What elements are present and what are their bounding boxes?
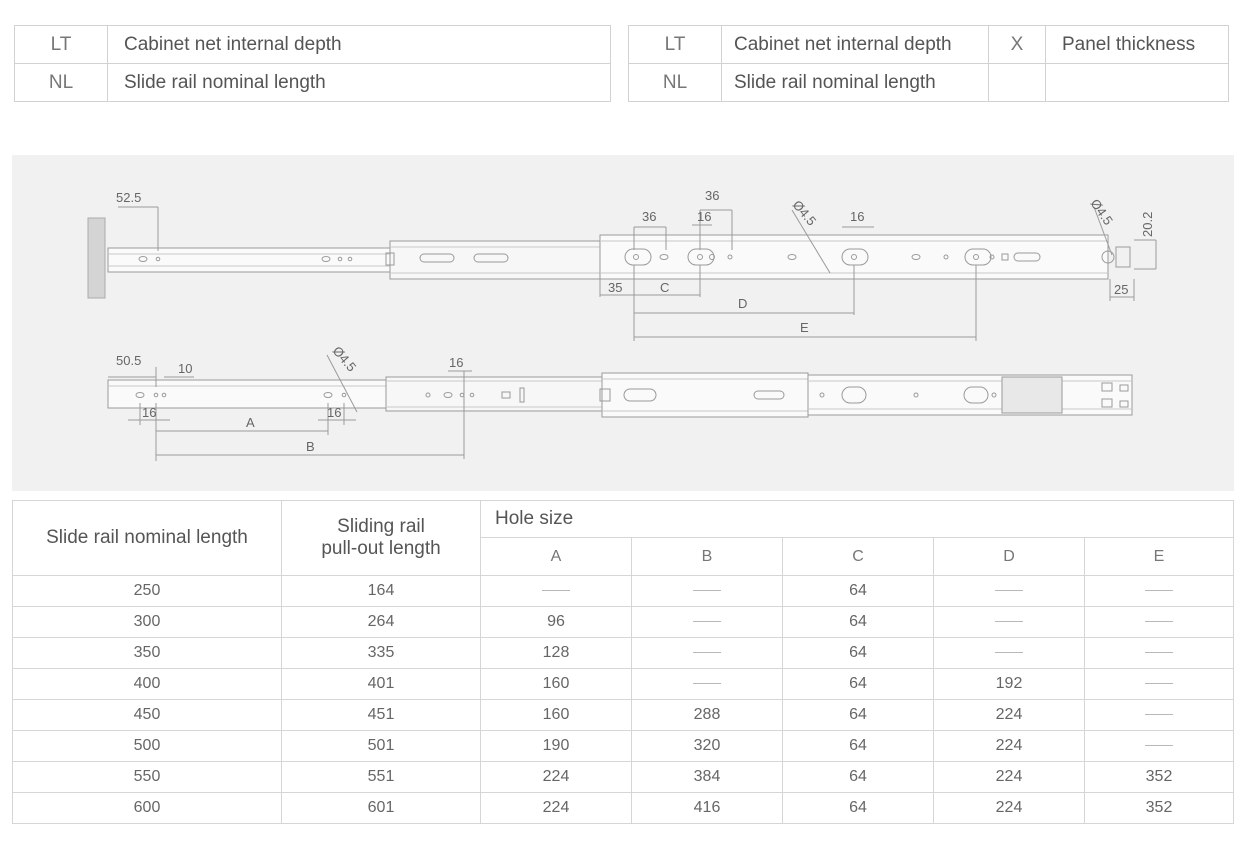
- dim-label: 16: [327, 405, 342, 420]
- table-cell: 451: [282, 700, 481, 731]
- legend-code: LT: [15, 26, 108, 64]
- col-pullout-line2: pull-out length: [321, 538, 441, 559]
- legend-row: [629, 26, 1229, 64]
- empty-value-dash: [693, 621, 721, 622]
- table-cell: 264: [282, 607, 481, 638]
- table-cell: 551: [282, 762, 481, 793]
- dim-label: 16: [850, 209, 865, 224]
- table-cell: [1085, 669, 1234, 700]
- table-row: [13, 607, 1234, 638]
- table-cell: [632, 607, 783, 638]
- table-cell: [1085, 607, 1234, 638]
- table-row: [13, 669, 1234, 700]
- legend-table-left: [14, 25, 611, 102]
- legend-code: NL: [629, 64, 722, 102]
- dim-label: 16: [142, 405, 157, 420]
- empty-value-dash: [1145, 652, 1173, 653]
- legend-label: Cabinet net internal depth: [108, 26, 611, 64]
- table-cell: 224: [481, 762, 632, 793]
- table-cell: 160: [481, 700, 632, 731]
- dim-label: 52.5: [116, 190, 142, 205]
- table-cell: 64: [783, 700, 934, 731]
- legend-code: NL: [15, 64, 108, 102]
- legend-label: Cabinet net internal depth: [722, 26, 989, 64]
- empty-value-dash: [995, 652, 1023, 653]
- col-hole-a: A: [481, 538, 632, 576]
- col-pullout-line1: Sliding rail: [337, 516, 425, 537]
- table-cell: [934, 607, 1085, 638]
- table-cell: [1085, 638, 1234, 669]
- col-hole-b: B: [632, 538, 783, 576]
- table-cell: 601: [282, 793, 481, 824]
- table-cell: 450: [13, 700, 282, 731]
- rail-diagram-svg: [12, 155, 1234, 491]
- empty-value-dash: [995, 621, 1023, 622]
- col-pullout-length: [282, 501, 481, 576]
- table-cell: [934, 576, 1085, 607]
- empty-value-dash: [1145, 745, 1173, 746]
- table-cell: [632, 576, 783, 607]
- table-cell: 352: [1085, 793, 1234, 824]
- table-cell: 64: [783, 607, 934, 638]
- table-cell: 192: [934, 669, 1085, 700]
- dim-label: 50.5: [116, 353, 142, 368]
- table-row: [13, 638, 1234, 669]
- table-cell: [934, 638, 1085, 669]
- empty-value-dash: [1145, 590, 1173, 591]
- dim-label: 20.2: [1140, 211, 1155, 237]
- table-cell: 416: [632, 793, 783, 824]
- empty-value-dash: [1145, 621, 1173, 622]
- table-cell: 224: [934, 762, 1085, 793]
- legend-label: Panel thickness: [1046, 26, 1229, 64]
- dim-label: 36: [705, 188, 720, 203]
- table-cell: 500: [13, 731, 282, 762]
- table-cell: 600: [13, 793, 282, 824]
- table-cell: 224: [481, 793, 632, 824]
- dim-label: Ø4.5: [1087, 196, 1116, 228]
- table-cell: 401: [282, 669, 481, 700]
- legend-row: [15, 64, 611, 102]
- table-cell: 352: [1085, 762, 1234, 793]
- table-cell: 64: [783, 638, 934, 669]
- legend-code: LT: [629, 26, 722, 64]
- spec-table-body: [13, 576, 1234, 824]
- col-hole-d: D: [934, 538, 1085, 576]
- table-row: [13, 762, 1234, 793]
- table-cell: 350: [13, 638, 282, 669]
- dim-label: 25: [1114, 282, 1129, 297]
- empty-value-dash: [693, 683, 721, 684]
- table-header-row: [13, 501, 1234, 538]
- table-cell: 64: [783, 793, 934, 824]
- table-cell: 550: [13, 762, 282, 793]
- col-hole-size: Hole size: [481, 501, 1234, 538]
- table-cell: 64: [783, 731, 934, 762]
- table-cell: 64: [783, 762, 934, 793]
- legend-row: [629, 64, 1229, 102]
- table-cell: [1085, 576, 1234, 607]
- table-cell: 335: [282, 638, 481, 669]
- table-cell: 160: [481, 669, 632, 700]
- dim-label: B: [306, 439, 315, 454]
- col-hole-e: E: [1085, 538, 1234, 576]
- legend-row: [15, 26, 611, 64]
- legend-label: Slide rail nominal length: [108, 64, 611, 102]
- slide-rail-drawing: [12, 155, 1234, 491]
- empty-value-dash: [995, 590, 1023, 591]
- table-cell: 250: [13, 576, 282, 607]
- table-cell: [481, 576, 632, 607]
- table-cell: 224: [934, 731, 1085, 762]
- dim-label: 16: [449, 355, 464, 370]
- table-row: [13, 793, 1234, 824]
- table-cell: 224: [934, 793, 1085, 824]
- table-cell: [1085, 700, 1234, 731]
- dim-label: Ø4.5: [789, 197, 820, 229]
- dim-label: Ø4.5: [329, 343, 360, 375]
- dim-label: 10: [178, 361, 193, 376]
- legend-code: [989, 64, 1046, 102]
- table-cell: 64: [783, 669, 934, 700]
- col-nominal-length: Slide rail nominal length: [13, 501, 282, 576]
- table-cell: 96: [481, 607, 632, 638]
- dim-label: 16: [697, 209, 712, 224]
- dim-label: E: [800, 320, 809, 335]
- table-cell: 501: [282, 731, 481, 762]
- table-cell: 300: [13, 607, 282, 638]
- table-cell: 384: [632, 762, 783, 793]
- legend-code: X: [989, 26, 1046, 64]
- dim-label: C: [660, 280, 670, 295]
- table-cell: 190: [481, 731, 632, 762]
- table-cell: 320: [632, 731, 783, 762]
- dim-label: A: [246, 415, 255, 430]
- table-cell: 288: [632, 700, 783, 731]
- dim-label: D: [738, 296, 748, 311]
- empty-value-dash: [1145, 714, 1173, 715]
- legend-table-right: [628, 25, 1229, 102]
- col-hole-c: C: [783, 538, 934, 576]
- table-row: [13, 700, 1234, 731]
- empty-value-dash: [693, 590, 721, 591]
- table-cell: [632, 669, 783, 700]
- table-cell: [1085, 731, 1234, 762]
- dim-label: 36: [642, 209, 657, 224]
- legend-label: [1046, 64, 1229, 102]
- table-cell: 64: [783, 576, 934, 607]
- table-cell: 128: [481, 638, 632, 669]
- table-row: [13, 576, 1234, 607]
- table-row: [13, 731, 1234, 762]
- legend-label: Slide rail nominal length: [722, 64, 989, 102]
- empty-value-dash: [1145, 683, 1173, 684]
- table-cell: 400: [13, 669, 282, 700]
- empty-value-dash: [542, 590, 570, 591]
- spec-table: [12, 500, 1234, 824]
- dim-label: 35: [608, 280, 623, 295]
- table-cell: 164: [282, 576, 481, 607]
- table-cell: [632, 638, 783, 669]
- table-cell: 224: [934, 700, 1085, 731]
- empty-value-dash: [693, 652, 721, 653]
